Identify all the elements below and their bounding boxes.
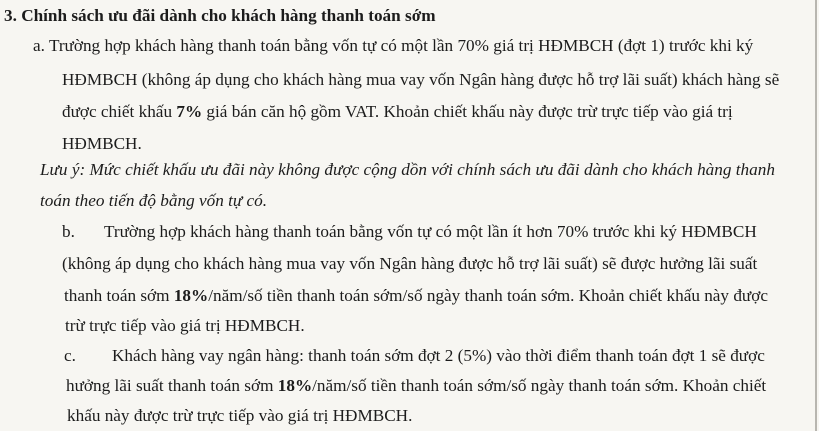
item-a-text-1: Trường hợp khách hàng thanh toán bằng vốn tự có một lần 70% giá trị HĐMBCH (đợt 1) trước khi ký [48,36,754,55]
page-edge [815,0,817,431]
note-line-1: Lưu ý: Mức chiết khấu ưu đãi này không được cộng dồn với chính sách ưu đãi dành cho khách hàng thanh [40,160,775,179]
item-a-text-3a: được chiết khấu [62,102,177,121]
item-a-line-1 [33,36,753,56]
item-a-text-3b: giá bán căn hộ gồm VAT. Khoản chiết khấu này được trừ trực tiếp vào giá trị [202,102,733,121]
item-c-rate: 18% [277,376,313,395]
item-c-line-2 [66,376,766,396]
item-a-line-4: HĐMBCH. [62,134,142,153]
item-b-marker: b. [62,222,75,241]
item-a-line-3 [62,102,733,122]
item-a-line-2: HĐMBCH (không áp dụng cho khách hàng mua vay vốn Ngân hàng được hỗ trợ lãi suất) khách hàng sẽ [62,70,780,89]
item-c-line-1 [64,346,765,366]
item-b-text-3a: thanh toán sớm [64,286,174,305]
item-c-marker: c. [64,346,76,365]
item-b-line-4: trừ trực tiếp vào giá trị HĐMBCH. [65,316,305,335]
item-b-line-3 [64,286,768,306]
item-b-text-1: Trường hợp khách hàng thanh toán bằng vốn tự có một lần ít hơn 70% trước khi ký HĐMBCH [104,222,757,241]
item-a-discount: 7% [176,102,203,121]
item-b-rate: 18% [173,286,209,305]
section-heading: 3. Chính sách ưu đãi dành cho khách hàng thanh toán sớm [4,6,436,25]
item-c-line-3: khấu này được trừ trực tiếp vào giá trị HĐMBCH. [67,406,413,425]
item-c-text-1: Khách hàng vay ngân hàng: thanh toán sớm đợt 2 (5%) vào thời điểm thanh toán đợt 1 sẽ được [112,346,765,365]
item-b-text-3b: /năm/số tiền thanh toán sớm/số ngày thanh toán sớm. Khoản chiết khấu này được [208,286,768,305]
item-a-marker: a. [33,36,45,55]
item-b-line-2: (không áp dụng cho khách hàng mua vay vốn Ngân hàng được hỗ trợ lãi suất) sẽ được hưởng lãi suất [62,254,758,273]
item-b-line-1 [62,222,757,242]
item-c-text-2a: hưởng lãi suất thanh toán sớm [66,376,278,395]
note-line-2: toán theo tiến độ bằng vốn tự có. [40,191,268,210]
item-c-text-2b: /năm/số tiền thanh toán sớm/số ngày thanh toán sớm. Khoản chiết [312,376,767,395]
